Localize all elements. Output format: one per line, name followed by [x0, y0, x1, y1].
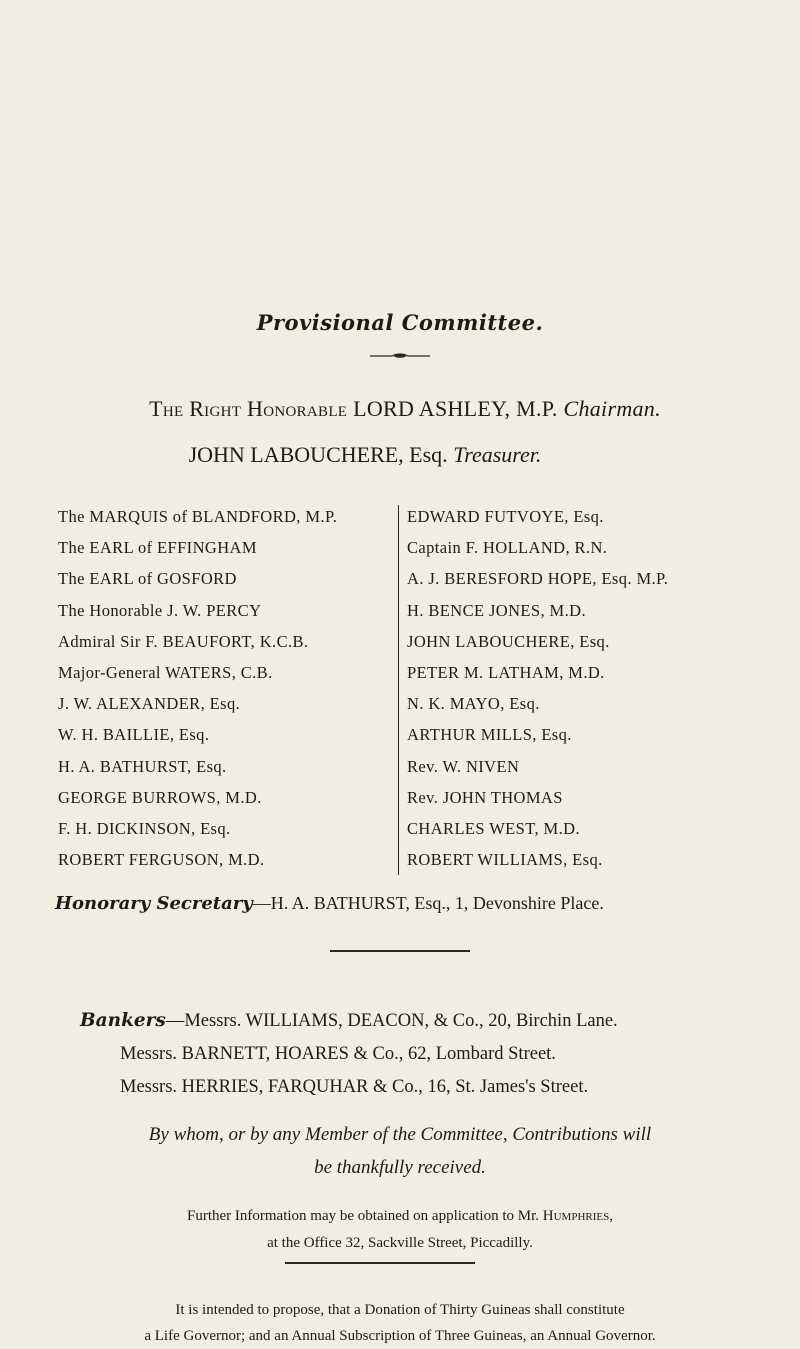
honorary-secretary-text: —H. A. BATHURST, Esq., 1, Devonshire Place.	[252, 893, 604, 913]
member-name: Rev. W. NIVEN	[407, 756, 520, 776]
further-line-2: at the Office 32, Sackville Street, Piccadilly.	[267, 1235, 533, 1251]
chairman-line	[60, 396, 750, 422]
contributions-notice	[80, 1118, 720, 1184]
member-name: The Honorable J. W. PERCY	[58, 600, 262, 620]
member-name: H. A. BATHURST, Esq.	[58, 756, 227, 776]
bankers-label: Bankers	[80, 1010, 166, 1031]
further-information	[40, 1203, 760, 1257]
member-name: ROBERT WILLIAMS, Esq.	[407, 850, 603, 870]
member-name: PETER M. LATHAM, M.D.	[407, 662, 605, 682]
further-line-1	[40, 1203, 760, 1230]
honorary-secretary-label: Honorary Secretary	[55, 893, 253, 914]
members-right-column	[407, 505, 668, 879]
bankers-entry: Messrs. HERRIES, FARQUHAR & Co., 16, St. James's Street.	[120, 1077, 589, 1097]
contributions-line: be thankfully received.	[314, 1157, 486, 1178]
member-name: The EARL of GOSFORD	[58, 569, 237, 589]
treasurer-role: Treasurer.	[453, 442, 542, 467]
member-name: H. BENCE JONES, M.D.	[407, 600, 586, 620]
contributions-line: By whom, or by any Member of the Committee, Contributions will	[148, 1124, 652, 1145]
member-name: Captain F. HOLLAND, R.N.	[407, 538, 608, 558]
members-left-column	[58, 505, 337, 879]
title-flourish	[368, 352, 432, 360]
member-name: J. W. ALEXANDER, Esq.	[58, 694, 241, 714]
donation-line: It is intended to propose, that a Donation of Thirty Guineas shall constitute	[175, 1302, 625, 1318]
member-name: JOHN LABOUCHERE, Esq.	[407, 631, 610, 651]
section-rule	[285, 1262, 475, 1264]
member-name: W. H. BAILLIE, Esq.	[58, 725, 210, 745]
chair-prefix: The Right Honorable	[149, 396, 348, 421]
member-name: The EARL of EFFINGHAM	[58, 538, 257, 558]
member-name: F. H. DICKINSON, Esq.	[58, 818, 231, 838]
member-name: ARTHUR MILLS, Esq.	[407, 725, 572, 745]
member-name: N. K. MAYO, Esq.	[407, 694, 540, 714]
donation-notice	[40, 1297, 760, 1349]
further-text: Further Information may be obtained on application to Mr.	[187, 1208, 540, 1224]
contact-name: Humphries,	[542, 1208, 613, 1224]
column-divider	[398, 505, 399, 875]
page-title: Provisional Committee.	[256, 310, 544, 335]
member-name: GEORGE BURROWS, M.D.	[58, 787, 262, 807]
bankers-line-1	[80, 1010, 618, 1044]
member-name: ROBERT FERGUSON, M.D.	[58, 850, 265, 870]
member-name: A. J. BERESFORD HOPE, Esq. M.P.	[407, 569, 669, 589]
bankers-block	[80, 1010, 618, 1111]
member-name: EDWARD FUTVOYE, Esq.	[407, 507, 604, 526]
bankers-entry: Messrs. BARNETT, HOARES & Co., 62, Lombard Street.	[120, 1043, 556, 1064]
section-rule	[330, 950, 470, 952]
treasurer-name: JOHN LABOUCHERE, Esq.	[188, 442, 448, 467]
member-name: Admiral Sir F. BEAUFORT, K.C.B.	[58, 631, 309, 651]
member-name: Rev. JOHN THOMAS	[407, 787, 563, 807]
treasurer-line	[60, 442, 670, 468]
chair-name: LORD ASHLEY, M.P.	[353, 396, 558, 421]
donation-line: a Life Governor; and an Annual Subscription of Three Guineas, an Annual Governor.	[144, 1328, 656, 1344]
chair-role: Chairman.	[563, 396, 661, 421]
bankers-entry: —Messrs. WILLIAMS, DEACON, & Co., 20, Birchin Lane.	[165, 1011, 618, 1031]
member-name: Major-General WATERS, C.B.	[58, 662, 273, 682]
member-name: The MARQUIS of BLANDFORD, M.P.	[58, 507, 338, 526]
member-name: CHARLES WEST, M.D.	[407, 818, 580, 838]
honorary-secretary-line	[55, 893, 604, 914]
